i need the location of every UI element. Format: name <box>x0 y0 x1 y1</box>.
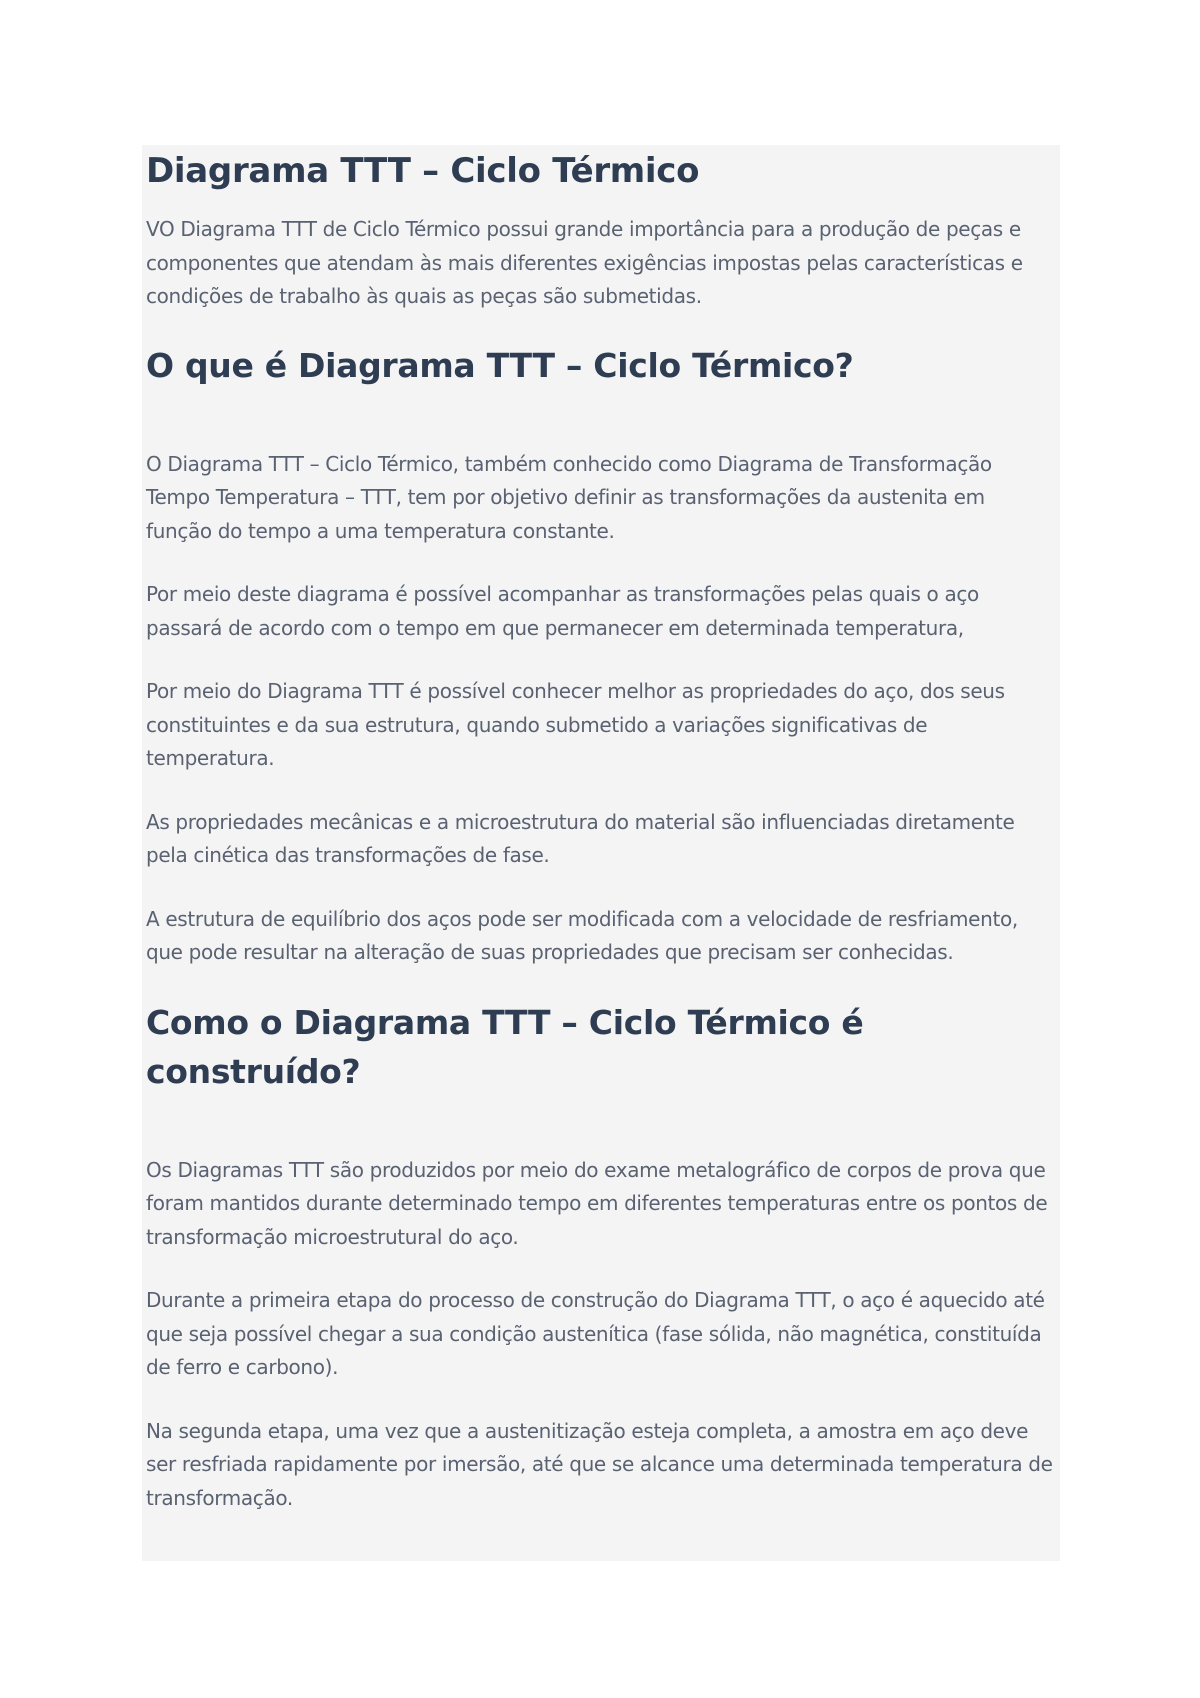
article-content <box>142 145 1060 1561</box>
section2-paragraph-2: Durante a primeira etapa do processo de construção do Diagrama TTT, o aço é aquecido até que seja possível chegar a sua condição austenítica (fase sólida, não magnética, constituída de ferro e carbono). <box>146 1288 1045 1379</box>
section2-paragraph-1: Os Diagramas TTT são produzidos por meio do exame metalográfico de corpos de prova que foram mantidos durante determinado tempo em diferentes temperaturas entre os pontos de transformação microestrutural do aço. <box>146 1157 1048 1249</box>
section1-paragraph-3: Por meio do Diagrama TTT é possível conhecer melhor as propriedades do aço, dos seus constituintes e da sua estrutura, quando submetido a variações significativas de temperatura. <box>146 679 1005 770</box>
section-heading-how-built: Como o Diagrama TTT – Ciclo Térmico é construído? <box>146 1002 864 1091</box>
section1-paragraph-5: A estrutura de equilíbrio dos aços pode ser modificada com a velocidade de resfriamento, que pode resultar na alteração de suas propriedades que precisam ser conhecidas. <box>146 906 1018 964</box>
section1-paragraph-2: Por meio deste diagrama é possível acompanhar as transformações pelas quais o aço passará de acordo com o tempo em que permanecer em determinada temperatura, <box>146 582 979 640</box>
intro-paragraph: VO Diagrama TTT de Ciclo Térmico possui grande importância para a produção de peças e componentes que atendam às mais diferentes exigências impostas pelas características e condições de trabalho às quais as peças são submetidas. <box>146 217 1023 308</box>
section1-paragraph-4: As propriedades mecânicas e a microestrutura do material são influenciadas diretamente pela cinética das transformações de fase. <box>146 809 1015 867</box>
page-title: Diagrama TTT – Ciclo Térmico <box>146 151 700 191</box>
section-heading-what-is: O que é Diagrama TTT – Ciclo Térmico? <box>146 345 854 385</box>
section1-paragraph-1: O Diagrama TTT – Ciclo Térmico, também conhecido como Diagrama de Transformação Tempo Temperatura – TTT, tem por objetivo definir as transformações da austenita em função do tempo a uma temperatura constante. <box>146 451 992 543</box>
section2-paragraph-3: Na segunda etapa, uma vez que a austenitização esteja completa, a amostra em aço deve ser resfriada rapidamente por imersão, até que se alcance uma determinada temperatura de transformação. <box>146 1418 1053 1510</box>
